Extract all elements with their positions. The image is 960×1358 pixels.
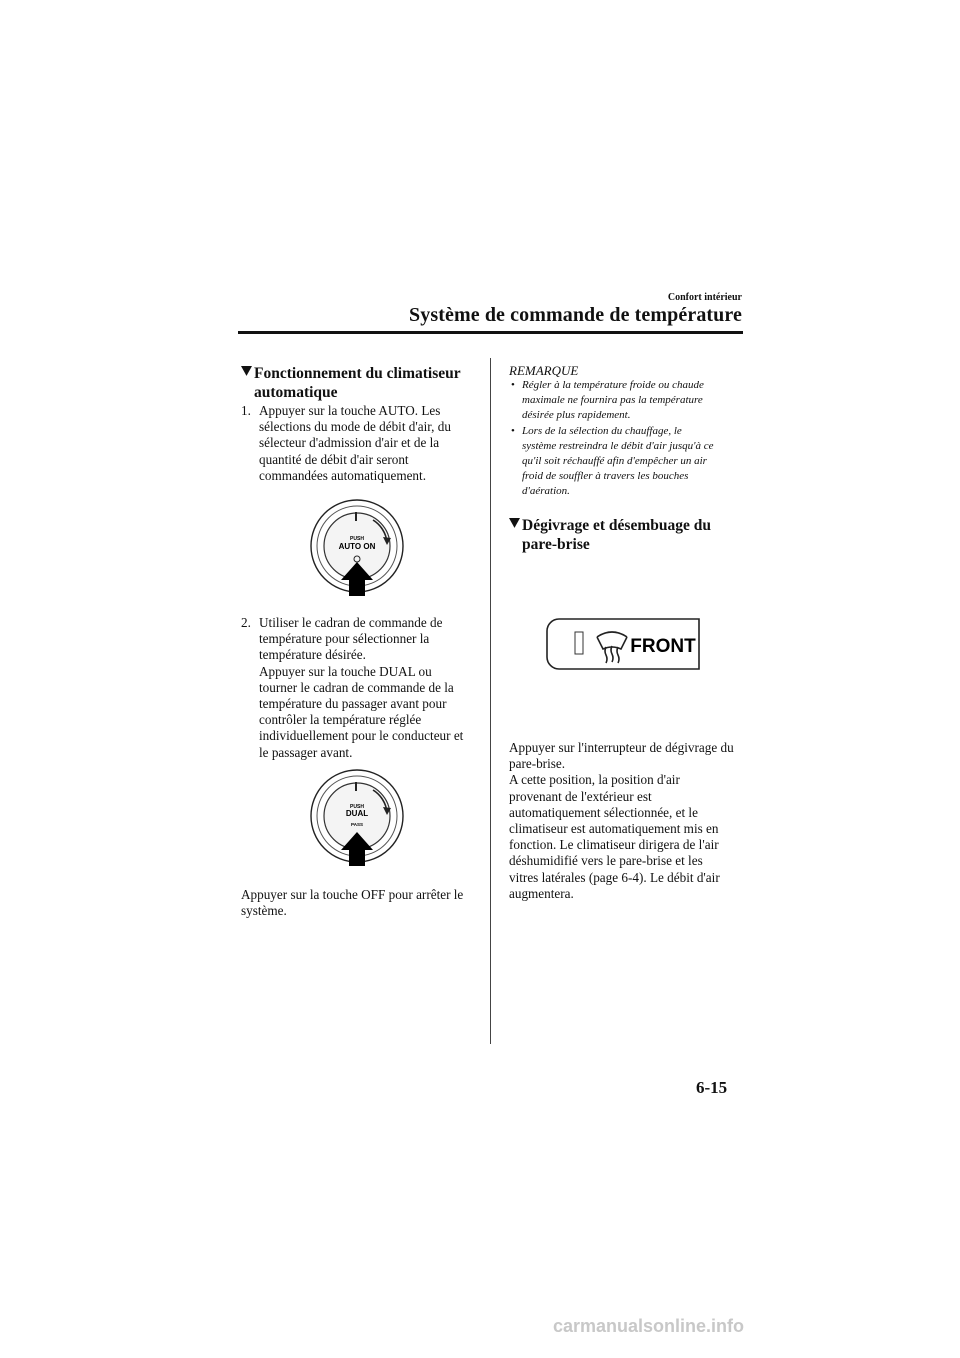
text-line: système. (241, 903, 287, 919)
defrost-paragraph (509, 740, 749, 902)
note-item (509, 378, 749, 424)
column-divider (490, 358, 491, 1044)
text-line: • Lors de la sélection du chauffage, le (522, 424, 682, 437)
text-line: qu'il soit réchauffé afin d'empêcher un air (522, 455, 707, 468)
closing-paragraph (241, 887, 481, 919)
step-number: 2. (241, 615, 251, 630)
front-defrost-switch-illustration (545, 617, 701, 671)
knob-auto-label: AUTO ON (338, 542, 376, 551)
text-line: sélecteur d'admission d'air et de la (259, 435, 440, 451)
text-line: sélections du mode de débit d'air, du (259, 419, 451, 435)
triangle-down-icon (509, 518, 520, 529)
text-line: fonction. Le climatiseur dirigera de l'air (509, 837, 719, 853)
page-number: 6-15 (696, 1078, 728, 1097)
page-title: Système de commande de température (409, 304, 742, 326)
text-line: maximale ne fournira pas la température (522, 394, 703, 407)
text-line: quantité de débit d'air seront (259, 451, 409, 467)
note-item (509, 424, 749, 500)
text-line: d'aération. (522, 485, 570, 498)
text-line: système restreindra le débit d'air jusqu'à ce (522, 439, 714, 452)
text-line: commandées automatiquement. (259, 467, 426, 483)
text-line: désirée plus rapidement. (522, 409, 631, 422)
text-line: A cette position, la position d'air (509, 772, 680, 788)
heading-auto-climate (241, 364, 481, 402)
text-line: tourner le cadran de commande de la (259, 679, 454, 695)
dual-knob-illustration (303, 766, 413, 871)
text-line: provenant de l'extérieur est (509, 788, 652, 804)
triangle-down-icon (241, 366, 252, 377)
text-line: augmentera. (509, 885, 574, 901)
note-title: REMARQUE (509, 363, 579, 378)
step-2 (241, 615, 481, 761)
step-1 (241, 403, 481, 484)
text-line: température du passager avant pour (259, 696, 447, 712)
heading-line: automatique (254, 384, 338, 401)
text-line: • Régler à la température froide ou chaude (522, 379, 704, 391)
text-line: pare-brise. (509, 756, 566, 772)
text-line: Appuyer sur la touche OFF pour arrêter le (241, 887, 464, 902)
text-line: déshumidifié vers le pare-brise et les (509, 853, 703, 869)
section-label: Confort intérieur (667, 292, 742, 303)
knob-push-text: PUSH (350, 804, 364, 810)
text-line: climatiseur est automatiquement mis en (509, 821, 719, 837)
text-line: vitres latérales (page 6-4). Le débit d'air (509, 869, 720, 885)
text-line: contrôler la température réglée (259, 712, 422, 728)
text-line: Appuyer sur la touche DUAL ou (259, 663, 432, 679)
text-line: froid de souffler à travers les bouches (522, 470, 689, 483)
knob-push-text: PUSH (350, 536, 364, 542)
text-line: température désirée. (259, 647, 366, 663)
heading-line: Dégivrage et désembuage du (522, 517, 711, 534)
knob-dual-label: DUAL (345, 809, 369, 818)
text-line: Appuyer sur l'interrupteur de dégivrage du (509, 740, 734, 755)
switch-front-label: FRONT (630, 636, 696, 657)
text-line: Appuyer sur la touche AUTO. Les (259, 403, 441, 418)
knob-pass-text: PASS (351, 822, 363, 827)
note-list (509, 378, 749, 500)
text-line: le passager avant. (259, 744, 353, 760)
header-rule (238, 331, 743, 334)
text-line: individuellement pour le conducteur et (259, 728, 464, 744)
heading-defrost (509, 516, 749, 554)
step-number: 1. (241, 403, 251, 418)
text-line: température pour sélectionner la (259, 631, 430, 647)
heading-line: Fonctionnement du climatiseur (254, 365, 461, 382)
text-line: Utiliser le cadran de commande de (259, 615, 443, 630)
auto-knob-illustration (303, 496, 413, 601)
heading-line: pare-brise (522, 536, 590, 553)
text-line: automatiquement sélectionnée, et le (509, 804, 698, 820)
watermark: carmanualsonline.info (553, 1316, 745, 1336)
